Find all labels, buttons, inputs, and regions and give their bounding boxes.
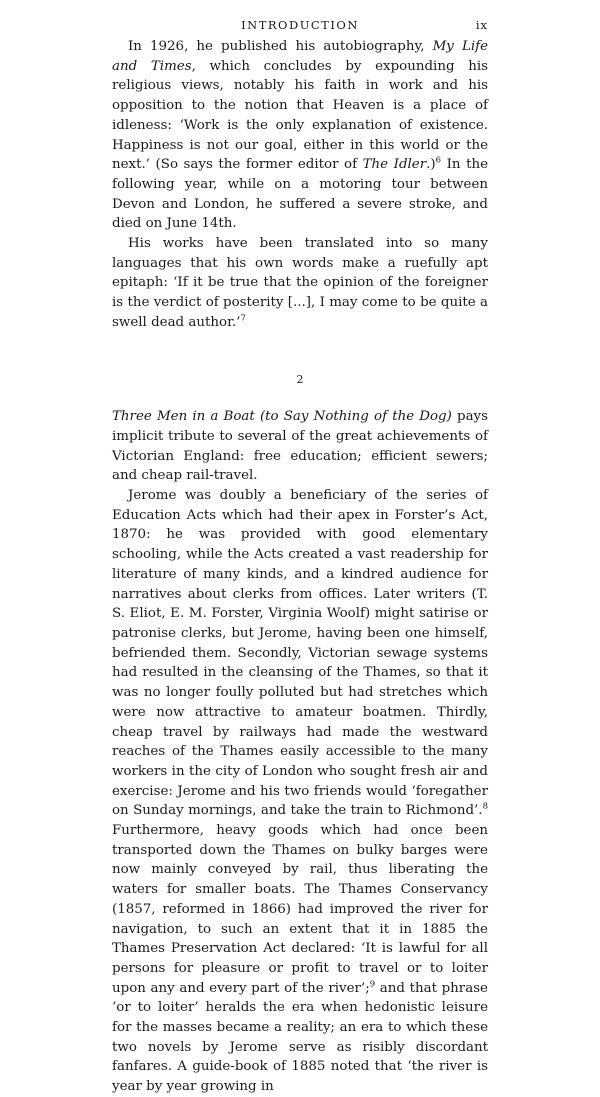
paragraph: Jerome was doubly a beneficiary of the series of Education Acts which had their apex in Forster’s Act, 1870: he was provided with good elementary schooling, while the Acts created a vast readership for literature of many kinds, and a kindred audience for narratives about clerks from offices. Later writers (T. S. Eliot, E. M. Forster, Virginia Woolf) might satirise or patronise clerks, but Jerome, having been one himself, befriended them. Secondly, Victorian sewage systems had resulted in the cleansing of the Thames, so that it was no longer foully polluted but had stretches which were now attractive to amateur boatmen. Thirdly, cheap travel by railways had made the westward reaches of the Thames easily accessible to the many workers in the city of London who sought fresh air and exercise: Jerome and his two friends would ‘foregather on Sunday mornings, and take the train to Richmond’.$^8$ Furthermore, heavy goods which had once been transported down the Thames on bulky barges were now mainly conveyed by rail, thus liberating the waters for smaller boats. The Thames Conservancy (1857, reformed in 1866) had improved the river for navigation, to such an extent that it in 1885 the Thames Preservation Act declared: ‘It is lawful for all persons for pleasure or profit to travel or to loiter upon any and every part of the river’;$^9$ and that phrase ‘or to loiter’ heralds the era when hedonistic leisure for the masses became a reality; an era to which these two novels by Jerome serve as risibly discordant fanfares. A guide-book of 1885 noted that ‘the river is year by year growing in (112, 488, 488, 1095)
book-title: Three Men in a Boat (to Say Nothing of the Dog) (112, 409, 452, 425)
section-number: 2 (296, 372, 304, 386)
paragraph: His works have been translated into so many languages that his own words make a ruefully apt epitaph: ‘If it be true that the opinion of the foreigner is the verdict of posterity [...], I may come to be quite a swell dead author.’$^7$ (112, 236, 488, 330)
running-title: INTRODUCTION (241, 18, 359, 32)
book-title: My Life and Times (112, 39, 488, 74)
paragraph: In 1926, he published his autobiography, My Life and Times, which concludes by expounding his religious views, notably his faith in work and his opposition to the notion that Heaven is a place of idleness: ‘Work is the only explanation of existence. Happiness is not our goal, either in this world or the next.’ (So says the former editor of The Idler.)$^6$ In the following year, while on a motoring tour between Devon and London, he suffered a severe stroke, and died on June 14th. (112, 39, 488, 232)
page-number: ix (475, 18, 488, 32)
footnote-ref: 8 (482, 801, 488, 812)
paragraph: Three Men in a Boat (to Say Nothing of the Dog) pays implicit tribute to several of the great achievements of Victorian England: free education; efficient sewers; and cheap rail-travel. (112, 409, 488, 484)
footnote-ref: 6 (435, 155, 442, 166)
periodical-title: The Idler (362, 157, 427, 173)
footnote-ref: 7 (240, 313, 246, 324)
body-text (112, 37, 488, 1097)
footnote-ref: 9 (369, 979, 376, 990)
running-head (112, 18, 488, 34)
